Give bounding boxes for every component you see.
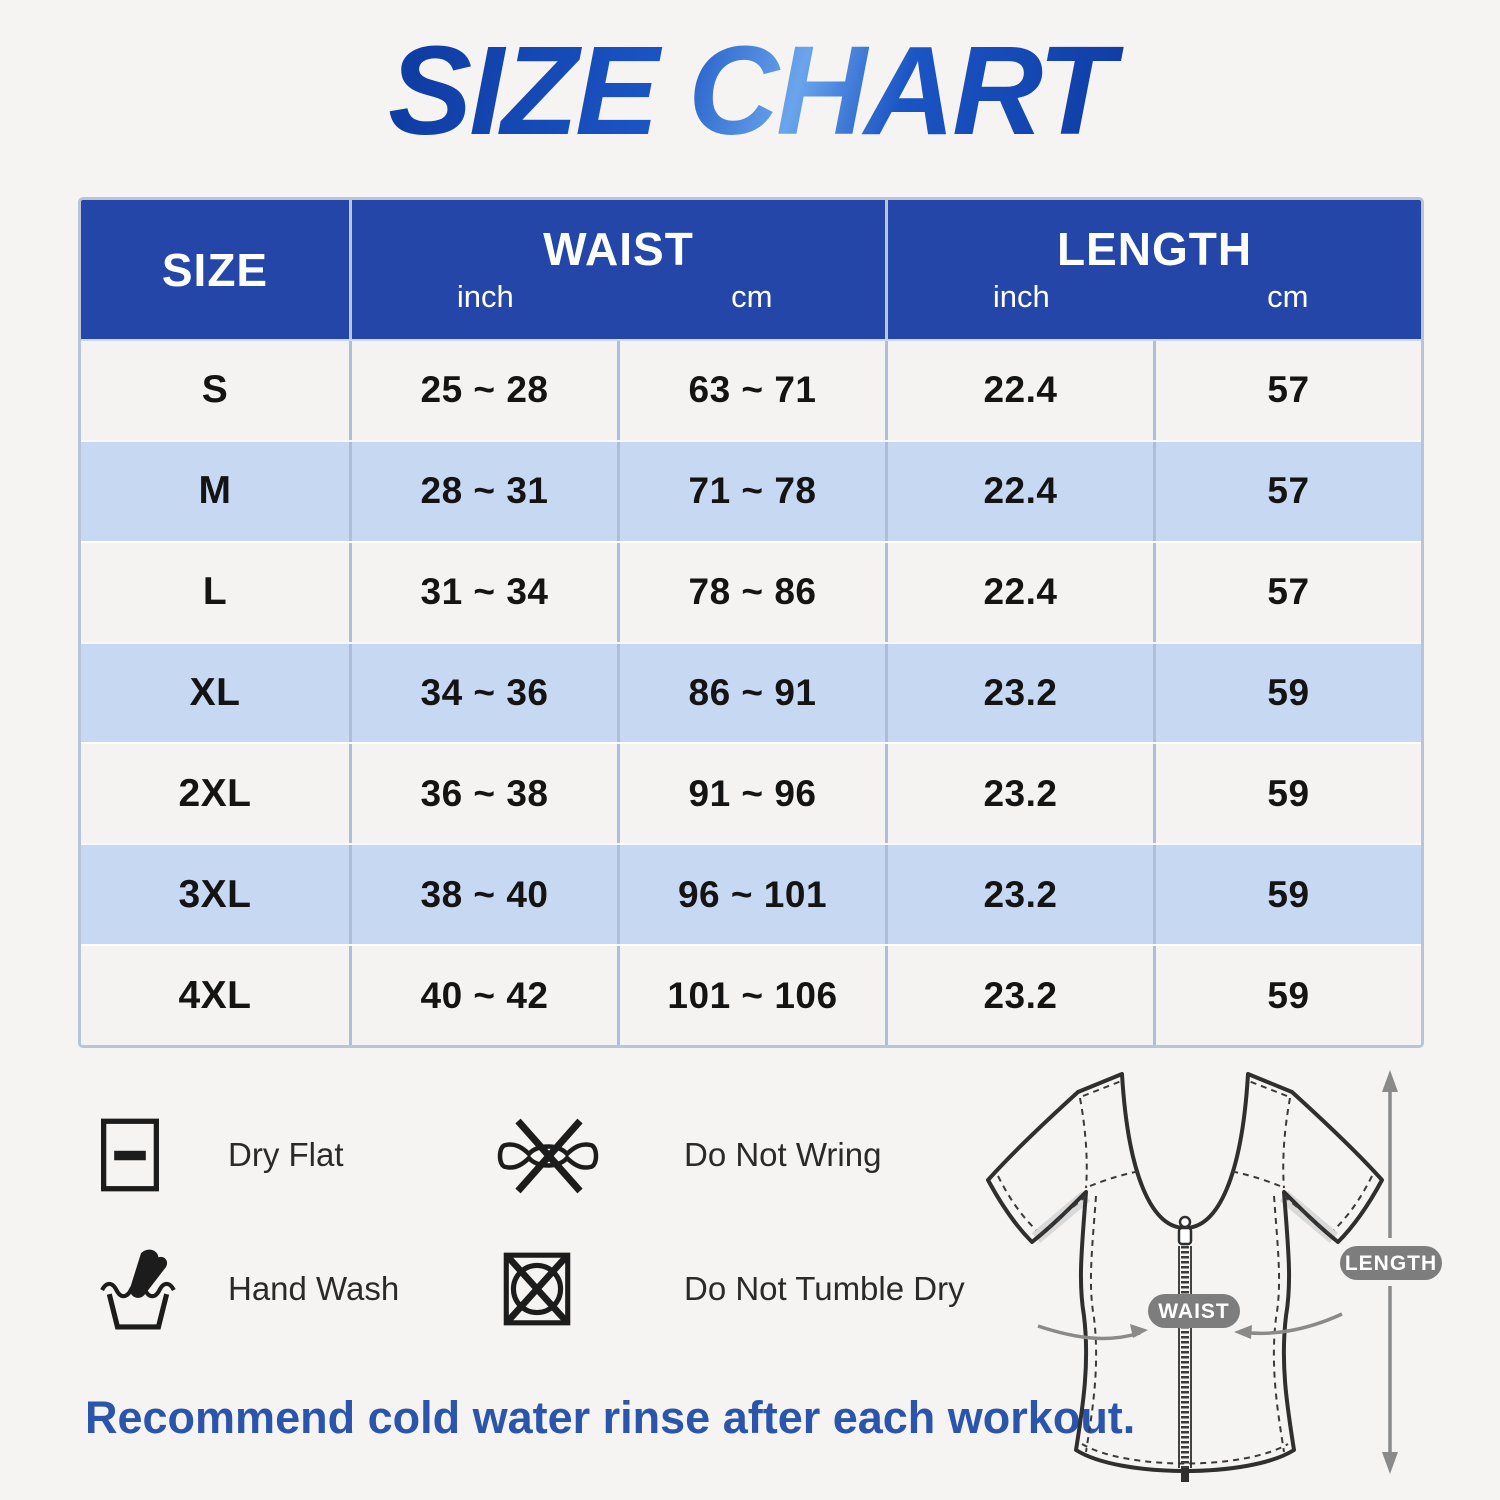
care-item-do-not-tumble-dry <box>496 1246 965 1332</box>
length-cm-value: 57 <box>1153 543 1421 642</box>
table-row <box>81 541 1421 642</box>
table-body <box>81 341 1421 1045</box>
header-waist-group <box>349 200 885 339</box>
size-value: XL <box>189 671 241 714</box>
header-length-cm: cm <box>1267 279 1309 314</box>
header-waist-cm: cm <box>731 279 773 314</box>
header-waist-inch: inch <box>456 279 514 314</box>
length-cm-value: 59 <box>1153 744 1421 843</box>
waist-inch-value: 38 ~ 40 <box>349 845 617 944</box>
size-value: 4XL <box>178 973 252 1017</box>
length-inch-value: 23.2 <box>885 946 1153 1045</box>
page-title: SIZE CHART <box>0 22 1500 161</box>
garment-diagram <box>940 1056 1500 1496</box>
length-inch-value: 22.4 <box>885 442 1153 541</box>
care-label: Dry Flat <box>228 1136 344 1173</box>
length-inch-value: 23.2 <box>885 845 1153 944</box>
care-label: Hand Wash <box>228 1270 400 1307</box>
dry-flat-icon <box>98 1116 162 1194</box>
size-value: S <box>201 368 229 412</box>
waist-cm-value: 86 ~ 91 <box>617 644 885 743</box>
length-cm-value: 59 <box>1153 644 1421 743</box>
table-row <box>81 440 1421 541</box>
length-inch-value: 23.2 <box>885 644 1153 743</box>
waist-cm-value: 78 ~ 86 <box>617 543 885 642</box>
size-value: M <box>198 469 232 513</box>
care-label: Do Not Tumble Dry <box>684 1270 965 1307</box>
waist-inch-value: 34 ~ 36 <box>349 644 617 743</box>
size-value: 3XL <box>178 872 252 916</box>
length-inch-value: 22.4 <box>885 543 1153 642</box>
table-row <box>81 341 1421 440</box>
care-label: Do Not Wring <box>684 1136 882 1173</box>
waist-cm-value: 91 ~ 96 <box>617 744 885 843</box>
waist-cm-value: 63 ~ 71 <box>617 341 885 440</box>
care-item-hand-wash <box>98 1246 399 1332</box>
length-cm-value: 57 <box>1153 341 1421 440</box>
waist-inch-value: 25 ~ 28 <box>349 341 617 440</box>
length-inch-value: 23.2 <box>885 744 1153 843</box>
table-header <box>81 200 1421 341</box>
table-row <box>81 742 1421 843</box>
do-not-tumble-dry-icon <box>496 1247 578 1331</box>
length-badge-label: LENGTH <box>1344 1252 1438 1275</box>
length-inch-value: 22.4 <box>885 341 1153 440</box>
header-size: SIZE <box>161 243 269 296</box>
header-length-group <box>885 200 1421 339</box>
care-note: Recommend cold water rinse after each workout. <box>85 1392 1136 1443</box>
care-item-dry-flat <box>98 1112 344 1198</box>
size-table <box>78 197 1424 1048</box>
length-cm-value: 59 <box>1153 845 1421 944</box>
care-item-do-not-wring <box>496 1112 881 1198</box>
waist-inch-value: 28 ~ 31 <box>349 442 617 541</box>
table-row <box>81 843 1421 944</box>
waist-inch-value: 36 ~ 38 <box>349 744 617 843</box>
waist-cm-value: 71 ~ 78 <box>617 442 885 541</box>
waist-cm-value: 96 ~ 101 <box>617 845 885 944</box>
header-length: LENGTH <box>1056 223 1253 275</box>
waist-inch-value: 40 ~ 42 <box>349 946 617 1045</box>
length-cm-value: 59 <box>1153 946 1421 1045</box>
table-row <box>81 642 1421 743</box>
size-value: 2XL <box>178 771 252 815</box>
waist-inch-value: 31 ~ 34 <box>349 543 617 642</box>
header-length-inch: inch <box>992 279 1050 314</box>
size-value: L <box>202 570 228 614</box>
length-cm-value: 57 <box>1153 442 1421 541</box>
waist-badge-label: WAIST <box>1158 1300 1230 1323</box>
hand-wash-icon <box>98 1247 182 1331</box>
table-row <box>81 944 1421 1045</box>
waist-cm-value: 101 ~ 106 <box>617 946 885 1045</box>
do-not-wring-icon <box>496 1113 600 1197</box>
header-waist: WAIST <box>543 223 694 275</box>
